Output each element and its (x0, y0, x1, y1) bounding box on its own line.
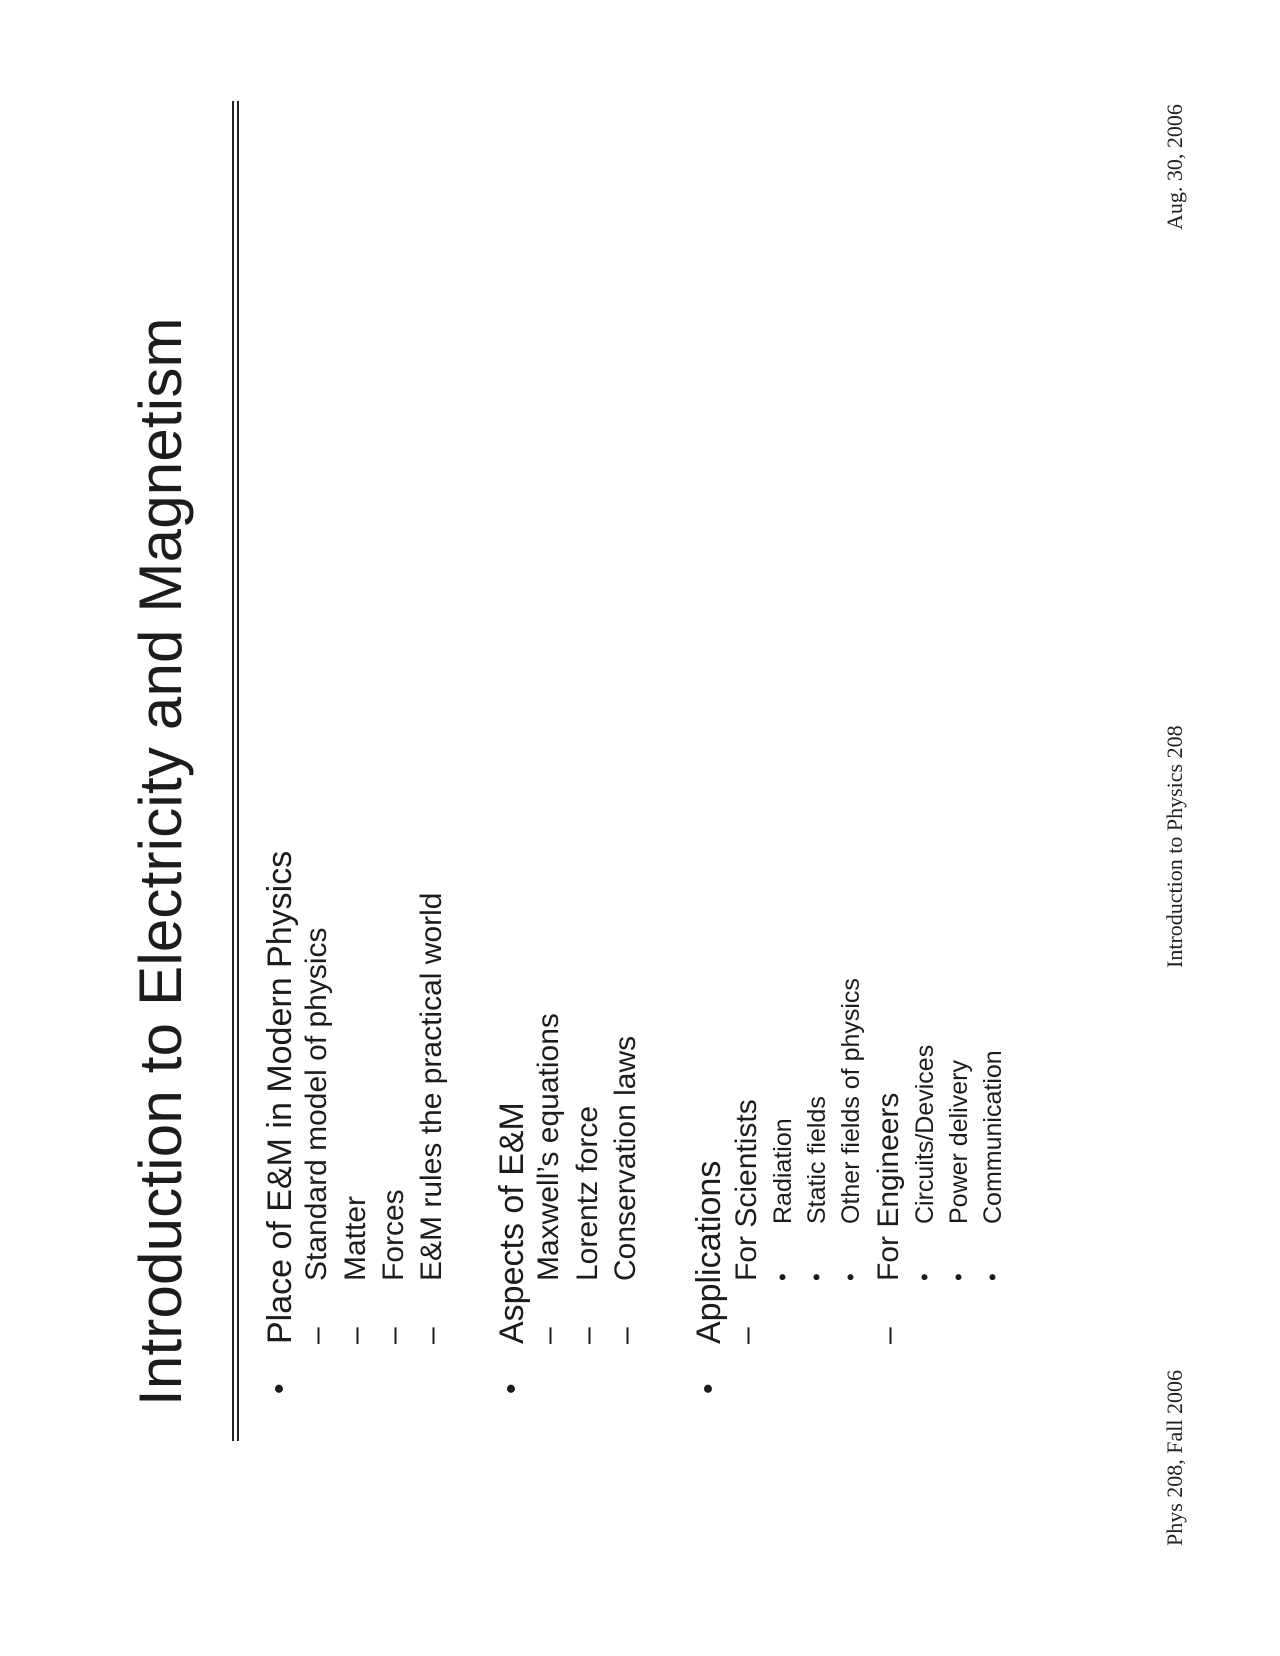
list-item: Communication (979, 1050, 1007, 1224)
dash-marker: – (415, 1327, 448, 1344)
dash-marker: – (300, 1327, 333, 1344)
sub-bullet-marker: • (770, 1273, 795, 1281)
list-item: Standard model of physics (300, 927, 333, 1281)
sub-bullet-marker: • (912, 1273, 937, 1281)
footer-right: Aug. 30, 2006 (1162, 104, 1187, 230)
list-item: Lorentz force (571, 1105, 604, 1281)
sub-bullet-marker: • (804, 1273, 829, 1281)
slide-title: Introduction to Electricity and Magnetism (127, 317, 194, 1406)
dash-marker: – (532, 1327, 565, 1344)
list-item: Other fields of physics (837, 978, 865, 1224)
list-item: Forces (377, 1189, 410, 1281)
bullet-marker: • (263, 1383, 296, 1394)
group-label-for-engineers: For Engineers (872, 1092, 905, 1281)
sub-bullet-marker: • (980, 1273, 1005, 1281)
list-item: Radiation (769, 1118, 797, 1224)
dash-marker: – (377, 1327, 410, 1344)
dash-marker: – (609, 1327, 642, 1344)
dash-marker: – (730, 1327, 763, 1344)
footer-center: Introduction to Physics 208 (1162, 725, 1187, 968)
list-item: Static fields (803, 1096, 831, 1224)
section-heading-place-of-em: Place of E&M in Modern Physics (261, 850, 299, 1344)
footer-left: Phys 208, Fall 2006 (1162, 1369, 1187, 1546)
section-heading-aspects-of-em: Aspects of E&M (493, 1102, 531, 1344)
dash-marker: – (571, 1327, 604, 1344)
section-heading-applications: Applications (690, 1160, 728, 1344)
list-item: Power delivery (945, 1060, 973, 1224)
dash-marker: – (339, 1327, 372, 1344)
sub-bullet-marker: • (838, 1273, 863, 1281)
dash-marker: – (872, 1327, 905, 1344)
group-label-for-scientists: For Scientists (730, 1099, 763, 1281)
list-item: E&M rules the practical world (415, 892, 448, 1281)
bullet-marker: • (495, 1383, 528, 1394)
sub-bullet-marker: • (946, 1273, 971, 1281)
list-item: Conservation laws (609, 1035, 642, 1281)
bullet-marker: • (692, 1383, 725, 1394)
list-item: Circuits/Devices (911, 1044, 939, 1224)
list-item: Maxwell’s equations (532, 1013, 565, 1281)
list-item: Matter (339, 1195, 372, 1281)
